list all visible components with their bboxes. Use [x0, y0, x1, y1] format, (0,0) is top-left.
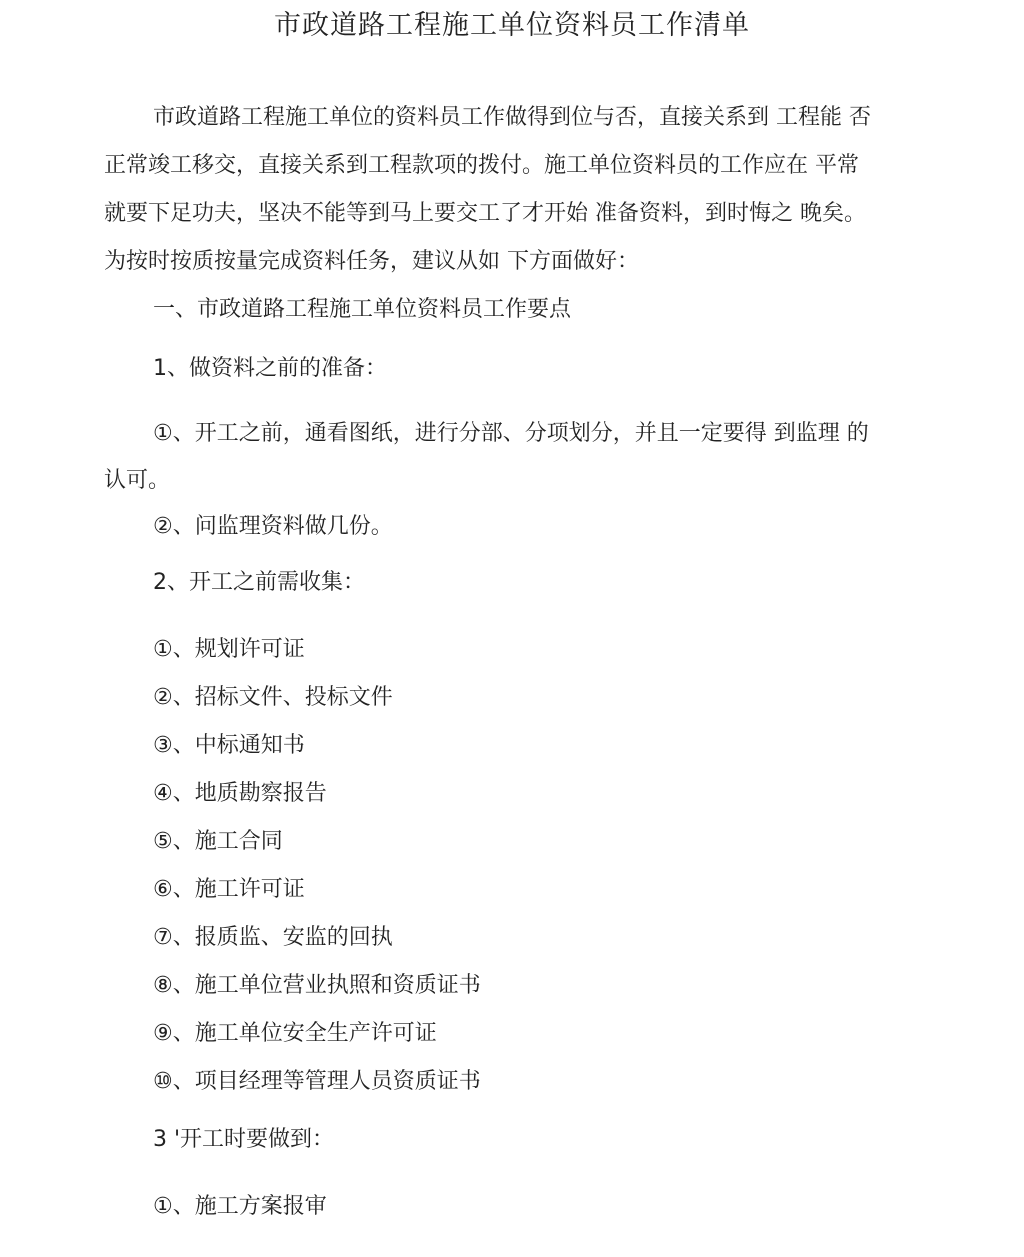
- list-item: ⑨、施工单位安全生产许可证: [153, 1021, 437, 1046]
- sub-1-item-1-line-1: ①、开工之前，通看图纸，进行分部、分项划分，并且一定要得 到监理 的: [153, 421, 869, 446]
- sub-2-heading: 2、开工之前需收集：: [153, 570, 365, 595]
- document-title: 市政道路工程施工单位资料员工作清单: [274, 10, 750, 41]
- list-item: ①、规划许可证: [153, 637, 305, 662]
- section-1-heading: 一、市政道路工程施工单位资料员工作要点: [153, 297, 572, 322]
- intro-line-1: 市政道路工程施工单位的资料员工作做得到位与否，直接关系到 工程能 否: [153, 105, 871, 130]
- sub-1-heading: 1、做资料之前的准备：: [153, 356, 387, 381]
- list-item: ⑤、施工合同: [153, 829, 283, 854]
- intro-line-3: 就要下足功夫，坚决不能等到马上要交工了才开始 准备资料，到时悔之 晚矣。: [104, 201, 866, 226]
- list-item: ①、施工方案报审: [153, 1194, 327, 1219]
- list-item: ②、招标文件、投标文件: [153, 685, 393, 710]
- list-item: ⑦、报质监、安监的回执: [153, 925, 393, 950]
- sub-3-heading: 3 '开工时要做到：: [153, 1127, 335, 1152]
- list-item: ⑩、项目经理等管理人员资质证书: [153, 1069, 481, 1094]
- intro-line-4: 为按时按质按量完成资料任务，建议从如 下方面做好：: [104, 249, 639, 274]
- sub-1-item-2: ②、问监理资料做几份。: [153, 514, 393, 539]
- sub-1-item-1-line-2: 认可。: [104, 468, 171, 493]
- list-item: ③、中标通知书: [153, 733, 305, 758]
- list-item: ⑥、施工许可证: [153, 877, 305, 902]
- list-item: ④、地质勘察报告: [153, 781, 327, 806]
- list-item: ⑧、施工单位营业执照和资质证书: [153, 973, 481, 998]
- intro-line-2: 正常竣工移交，直接关系到工程款项的拨付。施工单位资料员的工作应在 平常: [104, 153, 859, 178]
